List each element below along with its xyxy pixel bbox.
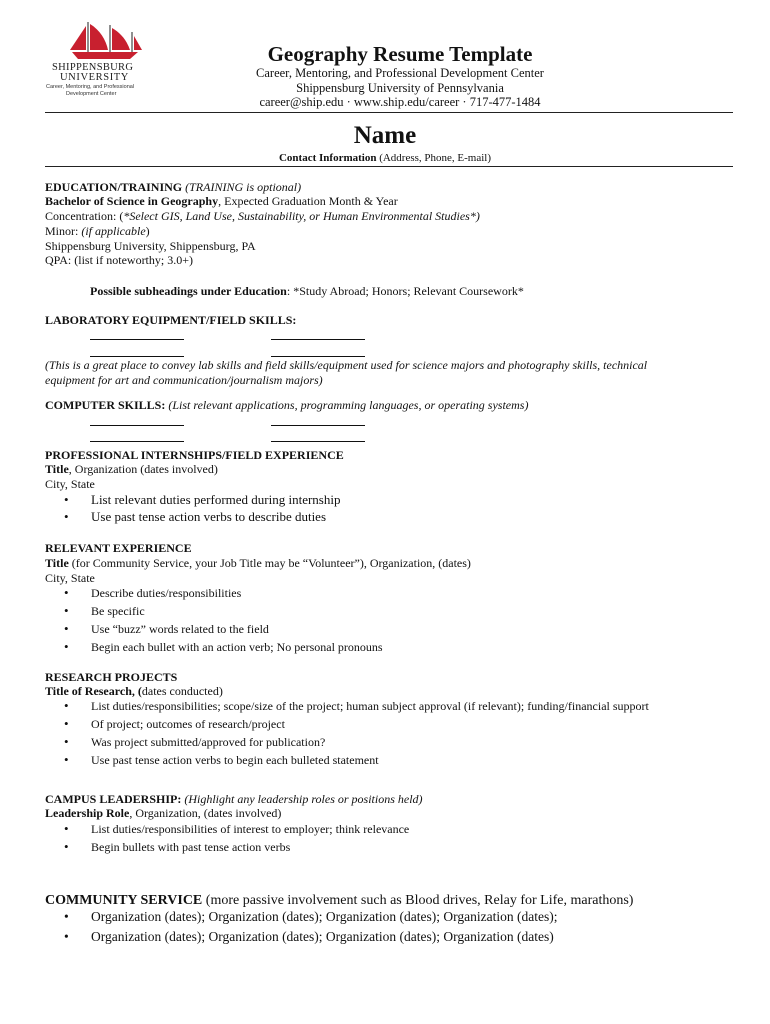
internship-title-rest: , Organization (dates involved) [68, 462, 218, 476]
concentration-line [45, 209, 480, 224]
blank-line [90, 345, 184, 357]
community-bullets [64, 907, 557, 947]
leadership-heading-line [45, 792, 423, 807]
list-item: • Use past tense action verbs to begin each bulleted statement [64, 751, 649, 769]
minor-text: (if applicable [81, 224, 146, 238]
education-heading-note: (TRAINING is optional) [185, 180, 302, 194]
qpa-line: QPA: (list if noteworthy; 3.0+) [45, 253, 193, 267]
internship-title: Title [45, 462, 69, 476]
contact-label: Contact Information [278, 152, 377, 164]
header-line-1: Career, Mentoring, and Professional Development Center [256, 66, 544, 80]
blank-line [90, 430, 184, 442]
list-item: • Begin each bullet with an action verb; No personal pronouns [64, 638, 383, 656]
degree-line [45, 194, 398, 209]
school-line: Shippensburg University, Shippensburg, PA [45, 239, 256, 253]
subheadings-text: : *Study Abroad; Honors; Relevant Coursework* [286, 284, 524, 298]
leadership-heading: CAMPUS LEADERSHIP: [45, 792, 182, 806]
logo-line-2: UNIVERSITY [60, 72, 129, 83]
list-item: • List relevant duties performed during internship [64, 491, 340, 508]
minor-label: Minor: [45, 224, 82, 238]
blank-line [271, 414, 365, 426]
research-title-rest: dates conducted) [141, 684, 223, 698]
relevant-title-rest: (for Community Service, your Job Title may be “Volunteer”), Organization, (dates) [68, 556, 471, 570]
subheadings-label: Possible subheadings under Education [90, 284, 287, 298]
lab-note-line-1: (This is a great place to convey lab skills and field skills/equipment used for science majors and photography skills, technical [45, 358, 648, 372]
concentration-label: Concentration: ( [45, 209, 124, 223]
name-heading: Name [353, 122, 417, 149]
relevant-title: Title [45, 556, 69, 570]
list-item: • List duties/responsibilities; scope/size of the project; human subject approval (if relevant); funding/financial support [64, 697, 649, 715]
degree-rest: , Expected Graduation Month & Year [218, 194, 398, 208]
leadership-bullets [64, 820, 409, 856]
community-heading: COMMUNITY SERVICE [45, 893, 203, 908]
education-heading-line [45, 180, 301, 195]
internships-heading: PROFESSIONAL INTERNSHIPS/FIELD EXPERIENCE [45, 448, 344, 462]
internship-location: City, State [45, 477, 95, 491]
relevant-location: City, State [45, 571, 95, 585]
list-item: • List duties/responsibilities of interest to employer; think relevance [64, 820, 409, 838]
minor-line [45, 224, 150, 239]
minor-close: ) [145, 224, 150, 238]
logo-line-4: Development Center [66, 91, 117, 97]
leadership-title: Leadership Role [45, 806, 130, 820]
lab-note-line-2: equipment for art and communication/journalism majors) [45, 373, 323, 387]
page-title: Geography Resume Template [267, 42, 533, 66]
blank-line [90, 414, 184, 426]
lab-heading: LABORATORY EQUIPMENT/FIELD SKILLS: [45, 313, 297, 327]
internship-bullets [64, 491, 340, 525]
relevant-heading: RELEVANT EXPERIENCE [45, 541, 192, 555]
research-bullets [64, 697, 649, 769]
list-item: • Use “buzz” words related to the field [64, 620, 383, 638]
list-item: • Organization (dates); Organization (dates); Organization (dates); Organization (dates); [64, 907, 557, 927]
leadership-title-rest: , Organization, (dates involved) [129, 806, 282, 820]
header-line-3: career@ship.edu · www.ship.edu/career · 717-477-1484 [259, 95, 541, 109]
list-item: • Organization (dates); Organization (dates); Organization (dates); Organization (dates) [64, 927, 557, 947]
logo-line-3: Career, Mentoring, and Professional [46, 84, 135, 90]
relevant-title-line [45, 556, 471, 571]
leadership-heading-note: (Highlight any leadership roles or positions held) [184, 792, 423, 806]
contact-line [0, 151, 770, 165]
contact-hint: (Address, Phone, E-mail) [379, 152, 492, 164]
list-item: • Describe duties/responsibilities [64, 584, 383, 602]
blank-line [271, 345, 365, 357]
blank-line [90, 328, 184, 340]
logo-line-1: SHIPPENSBURG [52, 62, 134, 73]
leadership-title-line [45, 806, 281, 821]
subheadings-line [90, 284, 524, 299]
community-heading-note: (more passive involvement such as Blood drives, Relay for Life, marathons) [202, 893, 634, 908]
list-item: • Was project submitted/approved for publication? [64, 733, 649, 751]
name-divider [45, 166, 733, 167]
computer-heading: COMPUTER SKILLS: [45, 398, 166, 412]
internship-title-line [45, 462, 218, 477]
research-title: Title of Research, ( [45, 684, 142, 698]
computer-note: (List relevant applications, programming languages, or operating systems) [168, 398, 529, 412]
list-item: • Use past tense action verbs to describe duties [64, 508, 340, 525]
degree: Bachelor of Science in Geography [45, 194, 219, 208]
concentration-text: *Select GIS, Land Use, Sustainability, or Human Environmental Studies*) [123, 209, 480, 223]
blank-line [271, 328, 365, 340]
blank-line [271, 430, 365, 442]
research-heading: RESEARCH PROJECTS [45, 670, 178, 684]
education-heading: EDUCATION/TRAINING [45, 180, 183, 194]
header-line-2: Shippensburg University of Pennsylvania [296, 81, 504, 95]
computer-heading-line [45, 398, 528, 413]
relevant-bullets [64, 584, 383, 656]
header-divider [45, 112, 733, 113]
list-item: • Be specific [64, 602, 383, 620]
list-item: • Begin bullets with past tense action verbs [64, 838, 409, 856]
list-item: • Of project; outcomes of research/project [64, 715, 649, 733]
